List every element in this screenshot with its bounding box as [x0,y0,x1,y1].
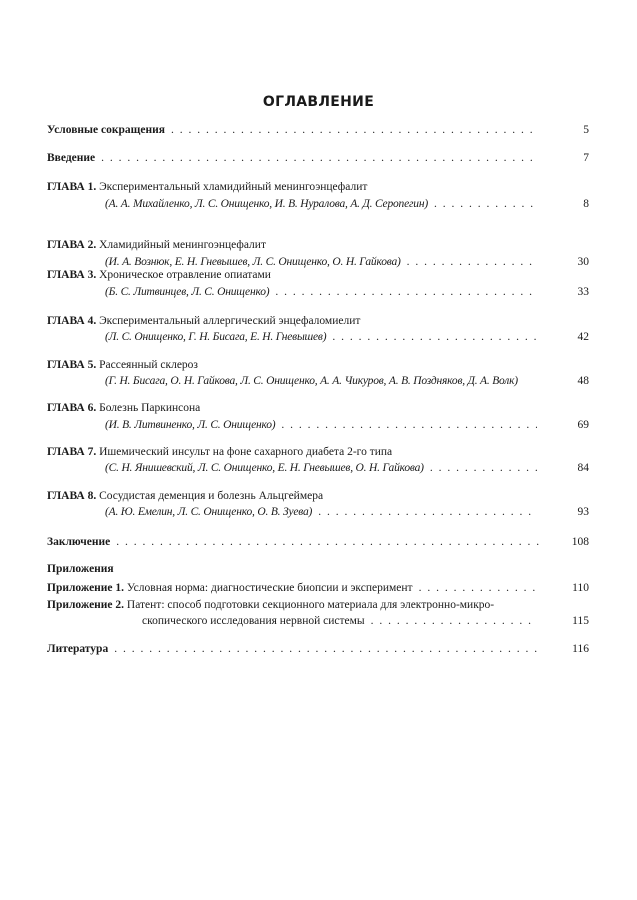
dot-leader [419,581,537,595]
chapter-authors: (И. В. Литвиненко, Л. С. Онищенко) [105,419,276,431]
page-number: 33 [577,286,589,298]
page-number: 93 [577,506,589,518]
toc-appendix-1[interactable] [47,581,537,595]
chapter-authors: (А. Ю. Емелин, Л. С. Онищенко, О. В. Зуева) [105,506,313,518]
page-number: 48 [577,375,589,387]
entry-label: Введение [47,152,96,164]
page-number: 5 [583,124,589,136]
page-number: 115 [572,615,589,627]
toc-entry-abbreviations[interactable] [47,123,537,137]
chapter-prefix: ГЛАВА 7. [47,446,97,458]
page-number: 69 [577,419,589,431]
appendix-prefix: Приложение 1. [47,582,125,594]
appendix-title-line2: скопического исследования нервной системы [142,615,365,627]
chapter-title: Хламидийный менингоэнцефалит [99,239,266,251]
chapter-authors-line [105,330,537,344]
chapter-authors: (Г. Н. Бисага, О. Н. Гайкова, Л. С. Онищенко, А. А. Чикуров, А. В. Поздняков, Д. А. Волк) [105,375,518,387]
dot-leader [116,535,543,549]
appendix-title: Условная норма: диагностические биопсии и эксперимент [126,582,413,594]
dot-leader [275,285,537,299]
toc-chapter-5[interactable] [47,358,607,372]
chapter-title: Экспериментальный аллергический энцефаломиелит [99,315,361,327]
chapter-prefix: ГЛАВА 1. [47,181,97,193]
appendix-title-continuation [142,614,537,628]
toc-chapter-4[interactable] [47,314,607,328]
page-number: 30 [577,256,589,268]
toc-section-appendices [47,562,537,576]
dot-leader [318,505,537,519]
dot-leader [114,642,537,656]
chapter-authors-line [105,418,537,432]
entry-label: Литература [47,643,109,655]
section-heading: Приложения [47,563,114,575]
dot-leader [281,418,537,432]
chapter-authors: (Б. С. Литвинцев, Л. С. Онищенко) [105,286,270,298]
dot-leader [332,330,537,344]
chapter-prefix: ГЛАВА 2. [47,239,97,251]
chapter-authors-line [105,197,537,211]
page-number: 110 [572,582,589,594]
chapter-authors-line [105,374,537,388]
toc-chapter-6[interactable] [47,401,607,415]
page-number: 108 [571,536,589,548]
page-title: ОГЛАВЛЕНИЕ [262,94,375,110]
toc-chapter-1[interactable] [47,180,607,194]
appendix-prefix: Приложение 2. [47,599,125,611]
toc-chapter-8[interactable] [47,489,607,503]
chapter-authors: (И. А. Вознюк, Е. Н. Гневышев, Л. С. Онищенко, О. Н. Гайкова) [105,256,401,268]
dot-leader [430,461,537,475]
chapter-authors-line [105,255,537,269]
chapter-authors-line [105,461,537,475]
dot-leader [171,123,537,137]
dot-leader [434,197,537,211]
chapter-title: Рассеянный склероз [99,359,198,371]
chapter-authors-line [105,285,537,299]
dot-leader [101,151,537,165]
toc-chapter-7[interactable] [47,445,607,459]
toc-chapter-3[interactable] [47,268,607,282]
chapter-prefix: ГЛАВА 6. [47,402,97,414]
page-number: 116 [572,643,589,655]
chapter-title: Болезнь Паркинсона [99,402,201,414]
entry-label: Заключение [47,536,111,548]
page-number: 7 [583,152,589,164]
chapter-prefix: ГЛАВА 8. [47,490,97,502]
toc-appendix-2[interactable] [47,598,607,612]
chapter-authors: (А. А. Михайленко, Л. С. Онищенко, И. В. Нуралова, А. Д. Серопегин) [105,198,428,210]
entry-label: Условные сокращения [47,124,165,136]
chapter-title: Сосудистая деменция и болезнь Альцгеймера [99,490,324,502]
chapter-prefix: ГЛАВА 4. [47,315,97,327]
page-number: 42 [577,331,589,343]
chapter-authors: (Л. С. Онищенко, Г. Н. Бисага, Е. Н. Гневышев) [105,331,327,343]
chapter-title: Хроническое отравление опиатами [99,269,271,281]
page-number: 84 [577,462,589,474]
chapter-prefix: ГЛАВА 3. [47,269,97,281]
chapter-title: Ишемический инсульт на фоне сахарного диабета 2-го типа [99,446,393,458]
toc-chapter-2[interactable] [47,238,607,252]
chapter-authors-line [105,505,537,519]
chapter-prefix: ГЛАВА 5. [47,359,97,371]
toc-entry-literature[interactable] [47,642,537,656]
toc-entry-conclusion[interactable] [47,535,543,549]
dot-leader [407,255,537,269]
appendix-title: Патент: способ подготовки секционного материала для электронно-микро- [126,599,495,611]
toc-entry-introduction[interactable] [47,151,537,165]
chapter-authors: (С. Н. Янишевский, Л. С. Онищенко, Е. Н. Гневышев, О. Н. Гайкова) [105,462,424,474]
page-number: 8 [583,198,589,210]
dot-leader [371,614,537,628]
chapter-title: Экспериментальный хламидийный менингоэнцефалит [99,181,368,193]
